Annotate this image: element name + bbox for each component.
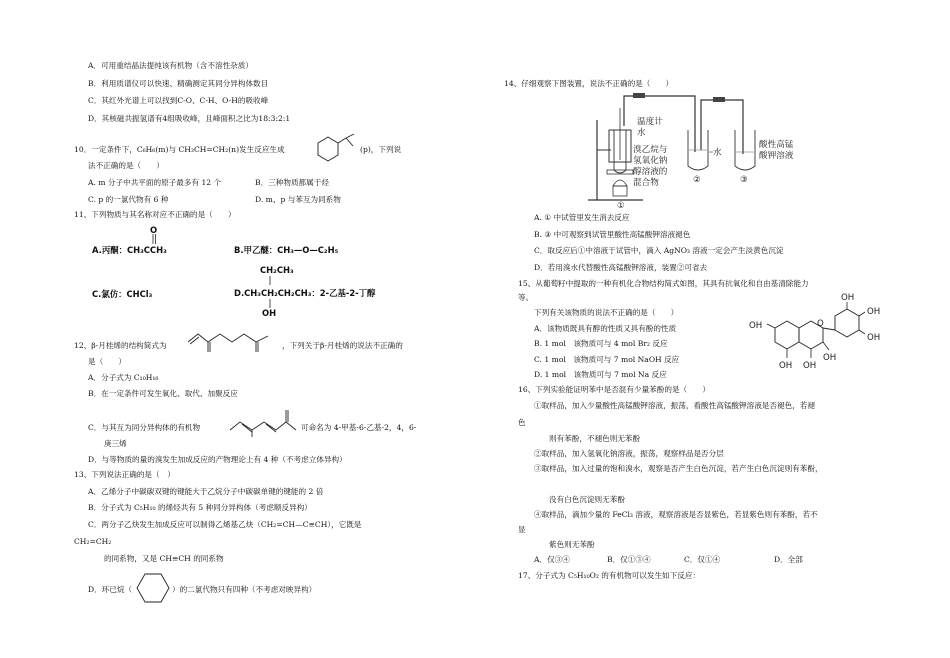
label-mixture-2: 氢氧化钠: [633, 156, 668, 166]
q13-option-a: A．乙烯分子中碳碳双键的键能大于乙烷分子中碳碳单键的键能的 2 倍: [88, 487, 324, 496]
q16-stem: 16、下列实验能证明苯中是否混有少量苯酚的是（ ）: [518, 385, 710, 394]
oh-label-6: OH: [867, 307, 881, 317]
label-num-1: ①: [617, 201, 625, 211]
label-mixture-4: 混合物: [633, 178, 659, 188]
q16-item-1: ①取样品，加入少量酸性高锰酸钾溶液，振荡，看酸性高锰酸钾溶液是否褪色，若褪: [534, 401, 815, 410]
q13-option-c-line3: 的同系物，又是 CH≡CH 的同系物: [104, 554, 224, 563]
q16-option-b: B．仅①③④: [607, 555, 651, 564]
q11-d-top: CH₂CH₃: [260, 265, 294, 275]
oh-label-2: OH: [779, 361, 793, 371]
ring-oxygen-label: O: [817, 319, 824, 329]
q15-option-c: C. 1 mol 该物质可与 7 mol NaOH 反应: [534, 355, 680, 364]
q10-stem-end: (p)，下列说: [360, 145, 402, 154]
q11-option-d: D.CH₃CH₂CH₂CH₃：2-乙基-2-丁醇: [234, 288, 376, 298]
q15-stem-line3: 下列有关该物质的说法不正确的是（ ）: [534, 308, 679, 317]
q13-option-d: D．环已烷（: [88, 585, 133, 594]
q12-stem-end: ，下列关于β-月桂烯的说法不正确的: [282, 341, 403, 350]
q14-option-a: A. ① 中试管里发生消去反应: [534, 213, 630, 222]
oh-label-4: OH: [823, 353, 837, 363]
q16-item-1-line3: 则有苯酚，不褪色则无苯酚: [549, 434, 641, 443]
q9-option-a: A．可用重结晶法提纯该有机物（含不溶性杂质）: [88, 61, 253, 70]
q12-option-b: B．在一定条件可发生氧化、取代、加聚反应: [88, 389, 238, 398]
label-kmno4-2: 酸钾溶液: [759, 151, 794, 161]
q12-option-a: A．分子式为 C₁₀H₁₆: [88, 373, 159, 382]
q11-a-oxygen: O: [150, 225, 158, 235]
q14-stem: 14、仔细观察下图装置，说法不正确的是（ ）: [504, 79, 674, 88]
q10-option-c: C. p 的一氯代物有 6 种: [88, 195, 169, 204]
oh-label-5: OH: [841, 293, 855, 303]
q9-option-b: B．利用质谱仪可以快速、精确测定其同分异构体数目: [88, 79, 269, 88]
q9-option-d: D．其核磁共振氢谱有4组吸收峰，且峰面积之比为18:3:2:1: [88, 114, 291, 123]
label-water: 水: [637, 128, 646, 138]
q11-d-bond-top: [268, 276, 272, 286]
q14-option-d: D．若用溴水代替酸性高锰酸钾溶液，装置②可省去: [534, 263, 708, 272]
label-thermometer: 温度计: [637, 117, 663, 127]
q10-option-b: B．三种物质都属于烃: [255, 178, 329, 187]
q13-option-b: B．分子式为 C₅H₁₀ 的烯烃共有 5 种同分异构体（考虑顺反异构）: [88, 503, 312, 512]
q16-option-a: A．仅③④: [534, 555, 570, 564]
q12-option-c-line2: 庚三烯: [104, 439, 127, 448]
label-num-2: ②: [693, 175, 701, 185]
q11-option-c: C.氯仿：CHCl₃: [92, 289, 153, 299]
label-mixture-3: 醇溶液的: [633, 167, 668, 177]
q16-option-d: D．全部: [774, 555, 803, 564]
q10-stem-line2: 法不正确的是（ ）: [88, 161, 164, 170]
q13-option-c-line2: CH₂=CH₂: [74, 537, 112, 546]
q10-option-a: A. m 分子中共平面的原子最多有 12 个: [88, 178, 222, 187]
q15-option-a: A．该物质既具有醇的性质又具有酚的性质: [534, 324, 677, 333]
label-num-3: ③: [740, 175, 748, 185]
q16-item-4-line3: 紫色则无苯酚: [549, 540, 595, 549]
q15-option-d: D. 1 mol 该物质可与 7 mol Na 反应: [534, 370, 667, 379]
q14-option-c: C．取反应后①中溶液于试管中，滴入 AgNO₃ 溶液一定会产生淡黄色沉淀: [534, 246, 784, 255]
q17-stem: 17、分子式为 C₅H₁₀O₂ 的有机物可以发生如下反应：: [518, 571, 701, 580]
q16-option-c: C．仅①④: [684, 555, 721, 564]
q11-option-b: B.甲乙醚：CH₃—O—C₂H₅: [234, 245, 339, 255]
q12-option-d: D．与等物质的量的溴发生加成反应的产物理论上有 4 种（不考虑立体异构）: [88, 455, 347, 464]
q10-product-structure: [310, 133, 366, 165]
q15-catechin-structure: [747, 293, 897, 392]
q15-option-b: B. 1 mol 该物质可与 4 mol Br₂ 反应: [534, 339, 668, 348]
q9-option-c: C．其红外光谱上可以找到C-O、C-H、O-H的吸收峰: [88, 96, 269, 105]
q14-apparatus-diagram: [583, 90, 794, 211]
q12-isomer-structure: [228, 404, 300, 438]
label-mixture-1: 溴乙烷与: [633, 145, 668, 155]
oh-label-1: OH: [749, 321, 763, 331]
oh-label-3: OH: [803, 361, 817, 371]
q16-item-3: ③取样品，加入过量的饱和溴水，观察是否产生白色沉淀，若产生白色沉淀则有苯酚，: [534, 464, 823, 473]
q12-stem: 12、β-月桂烯的结构简式为: [74, 341, 167, 350]
q16-item-4: ④取样品，滴加少量的 FeCl₃ 溶液，观察溶液是否显紫色，若显紫色则有苯酚，若不: [534, 510, 818, 519]
label-kmno4-1: 酸性高锰: [759, 140, 794, 150]
q11-a-name: A.丙酮：: [92, 245, 127, 255]
oh-label-7: OH: [867, 333, 881, 343]
cyclohexane-structure: [136, 572, 170, 604]
q16-item-4-line2: 显: [518, 525, 526, 534]
q12-option-c-end: 可命名为 4-甲基-6-乙基-2，4，6-: [301, 423, 417, 432]
q14-option-b: B. ③ 中可观察到试管里酸性高锰酸钾溶液褪色: [534, 230, 691, 239]
q15-stem: 15、从葡萄籽中提取的一种有机化合物结构简式如图，其具有抗氧化和自由基清除能力: [518, 279, 809, 288]
q15-stem-line2: 等。: [518, 293, 534, 302]
q16-item-1-line2: 色: [518, 418, 526, 427]
q10-stem: 10．一定条件下，C₆H₆(m)与 CH₃CH=CH₂(n)发生反应生成: [74, 145, 285, 154]
q10-option-d: D. m、p 与苯互为同系物: [255, 195, 341, 204]
q11-d-oh: OH: [262, 308, 277, 318]
q13-stem: 13、下列说法正确的是（ ）: [74, 470, 175, 479]
q16-item-2: ②取样品，加入氢氧化钠溶液，振荡，观察样品是否分层: [534, 449, 724, 458]
q12-option-c: C．与其互为同分异构体的有机物: [88, 423, 201, 432]
q16-item-3-line2: 没有白色沉淀则无苯酚: [549, 495, 625, 504]
q12-stem-line2: 是（ ）: [88, 357, 126, 366]
label-water-2: 水: [713, 148, 722, 158]
q13-option-d-end: ）的二氯代物只有四种（不考虑对映异构）: [172, 585, 317, 594]
q11-stem: 11、下列物质与其名称对应不正确的是（ ）: [74, 210, 236, 219]
q12-myrcene-structure: [186, 324, 278, 354]
q13-option-c: C．两分子乙炔发生加成反应可以制得乙烯基乙炔（CH₂=CH—C≡CH），它既是: [88, 520, 362, 529]
q11-a-formula: CH₃CCH₃: [126, 245, 167, 255]
right-column: [475, 0, 950, 658]
q11-option-a: [92, 246, 167, 255]
